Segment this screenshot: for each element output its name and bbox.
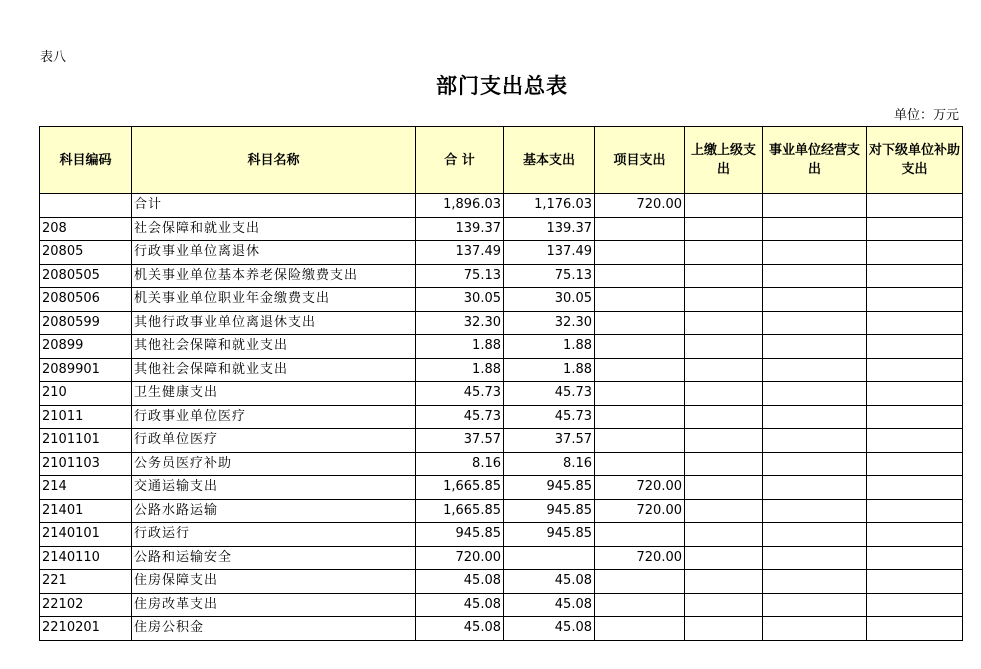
- cell-upper: [685, 593, 763, 617]
- cell-subsidy: [867, 476, 963, 500]
- cell-code: 214: [40, 476, 132, 500]
- cell-basic: 945.85: [504, 523, 595, 547]
- cell-name: 其他行政事业单位离退休支出: [132, 311, 416, 335]
- cell-code: 2080505: [40, 264, 132, 288]
- cell-code: 2101103: [40, 452, 132, 476]
- cell-subsidy: [867, 358, 963, 382]
- cell-basic: 45.73: [504, 382, 595, 406]
- cell-business: [763, 382, 867, 406]
- cell-business: [763, 358, 867, 382]
- cell-project: [595, 217, 685, 241]
- cell-subsidy: [867, 311, 963, 335]
- cell-subsidy: [867, 617, 963, 641]
- cell-subsidy: [867, 264, 963, 288]
- cell-business: [763, 194, 867, 218]
- cell-code: 2140110: [40, 546, 132, 570]
- cell-code: 2080506: [40, 288, 132, 312]
- cell-project: 720.00: [595, 476, 685, 500]
- cell-code: 2089901: [40, 358, 132, 382]
- cell-code: [40, 194, 132, 218]
- cell-business: [763, 405, 867, 429]
- cell-subsidy: [867, 405, 963, 429]
- cell-total: 45.08: [416, 593, 504, 617]
- cell-basic: 75.13: [504, 264, 595, 288]
- cell-basic: 30.05: [504, 288, 595, 312]
- cell-upper: [685, 264, 763, 288]
- cell-upper: [685, 358, 763, 382]
- cell-business: [763, 241, 867, 265]
- cell-name: 机关事业单位基本养老保险缴费支出: [132, 264, 416, 288]
- cell-total: 137.49: [416, 241, 504, 265]
- header-name: 科目名称: [132, 127, 416, 194]
- cell-name: 公路和运输安全: [132, 546, 416, 570]
- cell-basic: 1,176.03: [504, 194, 595, 218]
- cell-code: 20805: [40, 241, 132, 265]
- cell-code: 20899: [40, 335, 132, 359]
- cell-code: 21011: [40, 405, 132, 429]
- cell-name: 交通运输支出: [132, 476, 416, 500]
- cell-upper: [685, 476, 763, 500]
- table-row: [40, 288, 963, 312]
- cell-total: 45.73: [416, 382, 504, 406]
- table-row: [40, 593, 963, 617]
- cell-subsidy: [867, 546, 963, 570]
- expenditure-table: [39, 126, 963, 641]
- cell-name: 公务员医疗补助: [132, 452, 416, 476]
- cell-total: 8.16: [416, 452, 504, 476]
- cell-code: 22102: [40, 593, 132, 617]
- table-row: [40, 217, 963, 241]
- cell-project: [595, 382, 685, 406]
- cell-name: 行政事业单位离退休: [132, 241, 416, 265]
- cell-total: 1.88: [416, 335, 504, 359]
- cell-total: 45.08: [416, 617, 504, 641]
- cell-basic: 45.08: [504, 593, 595, 617]
- cell-upper: [685, 499, 763, 523]
- header-total: 合 计: [416, 127, 504, 194]
- cell-name: 行政事业单位医疗: [132, 405, 416, 429]
- cell-code: 2210201: [40, 617, 132, 641]
- cell-total: 1.88: [416, 358, 504, 382]
- table-row: [40, 382, 963, 406]
- cell-name: 机关事业单位职业年金缴费支出: [132, 288, 416, 312]
- cell-name: 行政运行: [132, 523, 416, 547]
- cell-business: [763, 476, 867, 500]
- cell-name: 其他社会保障和就业支出: [132, 335, 416, 359]
- cell-project: [595, 288, 685, 312]
- cell-subsidy: [867, 523, 963, 547]
- cell-name: 合计: [132, 194, 416, 218]
- cell-total: 945.85: [416, 523, 504, 547]
- table-row: [40, 405, 963, 429]
- cell-code: 210: [40, 382, 132, 406]
- cell-subsidy: [867, 452, 963, 476]
- cell-upper: [685, 335, 763, 359]
- cell-subsidy: [867, 499, 963, 523]
- cell-business: [763, 217, 867, 241]
- cell-project: 720.00: [595, 194, 685, 218]
- cell-total: 720.00: [416, 546, 504, 570]
- cell-business: [763, 335, 867, 359]
- cell-upper: [685, 429, 763, 453]
- cell-project: [595, 241, 685, 265]
- cell-basic: 32.30: [504, 311, 595, 335]
- cell-project: [595, 429, 685, 453]
- cell-code: 2140101: [40, 523, 132, 547]
- cell-name: 住房保障支出: [132, 570, 416, 594]
- cell-project: [595, 358, 685, 382]
- header-upper: 上缴上级支出: [685, 127, 763, 194]
- cell-project: [595, 405, 685, 429]
- header-row: [40, 127, 963, 194]
- cell-basic: 139.37: [504, 217, 595, 241]
- cell-code: 2080599: [40, 311, 132, 335]
- table-row: [40, 523, 963, 547]
- cell-total: 37.57: [416, 429, 504, 453]
- header-business: 事业单位经营支出: [763, 127, 867, 194]
- cell-upper: [685, 405, 763, 429]
- cell-project: [595, 264, 685, 288]
- table-row: [40, 617, 963, 641]
- cell-business: [763, 546, 867, 570]
- table-row: [40, 452, 963, 476]
- cell-project: 720.00: [595, 499, 685, 523]
- table-row: [40, 264, 963, 288]
- cell-code: 21401: [40, 499, 132, 523]
- cell-basic: 45.73: [504, 405, 595, 429]
- cell-total: 30.05: [416, 288, 504, 312]
- cell-upper: [685, 523, 763, 547]
- cell-name: 卫生健康支出: [132, 382, 416, 406]
- cell-subsidy: [867, 429, 963, 453]
- cell-code: 221: [40, 570, 132, 594]
- cell-subsidy: [867, 335, 963, 359]
- header-basic: 基本支出: [504, 127, 595, 194]
- cell-project: [595, 593, 685, 617]
- cell-subsidy: [867, 593, 963, 617]
- table-row: [40, 499, 963, 523]
- cell-upper: [685, 288, 763, 312]
- cell-business: [763, 570, 867, 594]
- cell-project: [595, 452, 685, 476]
- cell-code: 2101101: [40, 429, 132, 453]
- cell-total: 139.37: [416, 217, 504, 241]
- cell-basic: 1.88: [504, 335, 595, 359]
- table-row: [40, 476, 963, 500]
- unit-label: 单位：万元: [893, 108, 959, 123]
- cell-basic: 945.85: [504, 476, 595, 500]
- table-row: [40, 570, 963, 594]
- cell-business: [763, 593, 867, 617]
- cell-name: 社会保障和就业支出: [132, 217, 416, 241]
- cell-upper: [685, 241, 763, 265]
- header-subsidy: 对下级单位补助支出: [867, 127, 963, 194]
- cell-name: 行政单位医疗: [132, 429, 416, 453]
- table-row: [40, 194, 963, 218]
- cell-total: 32.30: [416, 311, 504, 335]
- table-body: [40, 194, 963, 641]
- cell-total: 1,665.85: [416, 499, 504, 523]
- cell-basic: 1.88: [504, 358, 595, 382]
- table-row: [40, 358, 963, 382]
- cell-project: [595, 311, 685, 335]
- cell-basic: 137.49: [504, 241, 595, 265]
- cell-basic: [504, 546, 595, 570]
- cell-upper: [685, 194, 763, 218]
- cell-business: [763, 617, 867, 641]
- cell-upper: [685, 311, 763, 335]
- table-label: 表八: [40, 50, 67, 65]
- cell-basic: 37.57: [504, 429, 595, 453]
- cell-upper: [685, 217, 763, 241]
- cell-basic: 945.85: [504, 499, 595, 523]
- cell-business: [763, 288, 867, 312]
- cell-subsidy: [867, 241, 963, 265]
- cell-upper: [685, 546, 763, 570]
- cell-subsidy: [867, 194, 963, 218]
- cell-total: 45.73: [416, 405, 504, 429]
- cell-business: [763, 311, 867, 335]
- table-row: [40, 335, 963, 359]
- cell-business: [763, 499, 867, 523]
- header-code: 科目编码: [40, 127, 132, 194]
- cell-business: [763, 452, 867, 476]
- cell-subsidy: [867, 382, 963, 406]
- cell-upper: [685, 617, 763, 641]
- cell-project: [595, 335, 685, 359]
- cell-project: [595, 523, 685, 547]
- cell-total: 45.08: [416, 570, 504, 594]
- cell-business: [763, 523, 867, 547]
- cell-project: 720.00: [595, 546, 685, 570]
- table-row: [40, 241, 963, 265]
- cell-subsidy: [867, 217, 963, 241]
- cell-project: [595, 617, 685, 641]
- table-row: [40, 429, 963, 453]
- cell-name: 公路水路运输: [132, 499, 416, 523]
- cell-total: 1,665.85: [416, 476, 504, 500]
- page-title: 部门支出总表: [436, 74, 568, 98]
- cell-upper: [685, 452, 763, 476]
- cell-name: 住房改革支出: [132, 593, 416, 617]
- cell-business: [763, 429, 867, 453]
- cell-basic: 8.16: [504, 452, 595, 476]
- header-project: 项目支出: [595, 127, 685, 194]
- cell-code: 208: [40, 217, 132, 241]
- cell-total: 1,896.03: [416, 194, 504, 218]
- cell-business: [763, 264, 867, 288]
- table-row: [40, 311, 963, 335]
- cell-upper: [685, 382, 763, 406]
- cell-name: 住房公积金: [132, 617, 416, 641]
- cell-subsidy: [867, 570, 963, 594]
- cell-basic: 45.08: [504, 617, 595, 641]
- cell-upper: [685, 570, 763, 594]
- table-row: [40, 546, 963, 570]
- cell-name: 其他社会保障和就业支出: [132, 358, 416, 382]
- cell-subsidy: [867, 288, 963, 312]
- cell-basic: 45.08: [504, 570, 595, 594]
- cell-total: 75.13: [416, 264, 504, 288]
- cell-project: [595, 570, 685, 594]
